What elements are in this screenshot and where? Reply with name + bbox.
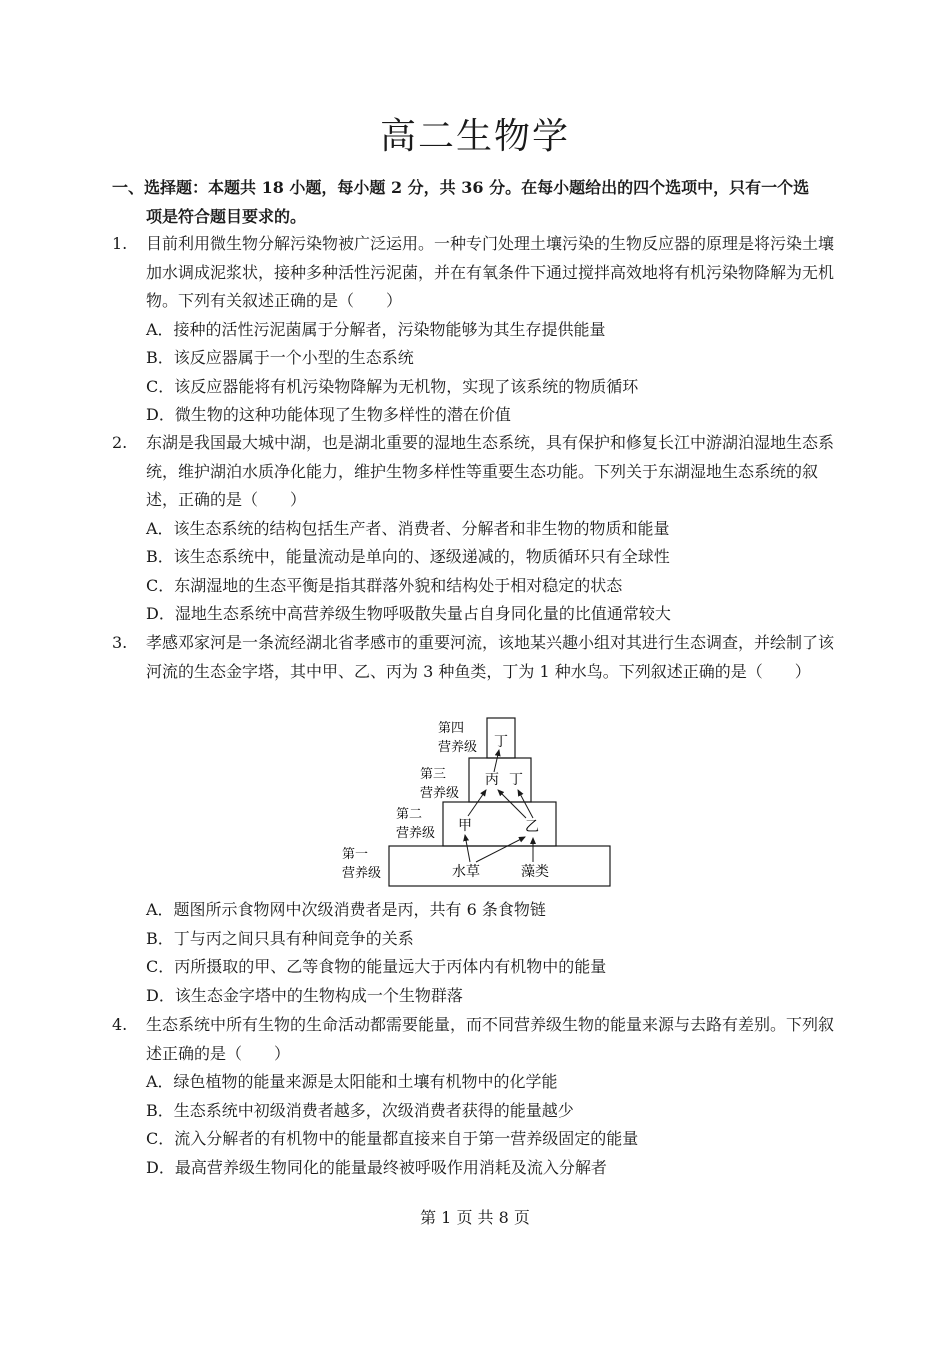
organism-yi: 乙 [525,819,539,835]
organism-jia: 甲 [458,818,472,834]
question-3-options [112,896,842,1010]
organism-zaolei: 藻类 [521,864,549,880]
option-d: D．该生态金字塔中的生物构成一个生物群落 [146,985,463,1005]
question-number: 1. [112,234,128,253]
option-d: D．湿地生态系统中高营养级生物呼吸散失量占自身同化量的比值通常较大 [146,604,671,623]
organism-ding: 丁 [509,772,523,788]
arrow-bing-ding-top [494,750,499,772]
option-c: C．该反应器能将有机污染物降解为无机物，实现了该系统的物质循环 [146,376,639,396]
level-2-label-1: 第二 [396,807,423,822]
organism-ding-top: 丁 [494,734,508,750]
level-3-label-2: 营养级 [420,786,460,801]
option-b: B．该反应器属于一个小型的生态系统 [146,348,414,367]
level-1-label-2: 营养级 [342,866,382,881]
level-2-label-2: 营养级 [396,826,436,841]
level-1-box [389,846,610,886]
question-number: 4. [112,1015,128,1034]
option-a: A．题图所示食物网中次级消费者是丙，共有 6 条食物链 [146,900,546,919]
option-c: C．东湖湿地的生态平衡是指其群落外貌和结构处于相对稳定的状态 [146,575,623,595]
level-3-label-1: 第三 [420,767,447,782]
arrow-yi-bing [498,790,526,818]
level-4-label-2: 营养级 [438,740,478,755]
level-4-label-1: 第四 [438,721,465,736]
section-line-1: 一、选择题：本题共 18 小题，每小题 2 分，共 36 分。在每小题给出的四个选项中，只有一个选 [112,178,810,197]
page-title: 高二生物学 [379,116,570,157]
option-a: A．绿色植物的能量来源是太阳能和土壤有机物中的化学能 [146,1072,558,1091]
option-c: C．丙所摄取的甲、乙等食物的能量远大于丙体内有机物中的能量 [146,957,607,976]
arrow-shuicao-jia [465,835,470,862]
question-stem: 东湖是我国最大城中湖，也是湖北重要的湿地生态系统，具有保护和修复长江中游湖泊湿地生态系统，维护湖泊水质净化能力，维护生物多样性等重要生态功能。下列关于东湖湿地生态系统的叙述，正确的是（ ） [146,433,835,509]
arrow-shuicao-yi [476,837,525,862]
option-d: D．微生物的这种功能体现了生物多样性的潜在价值 [146,405,511,424]
option-b: B．丁与丙之间只具有种间竞争的关系 [146,928,414,948]
organism-shuicao: 水草 [452,864,480,880]
option-b: B．该生态系统中，能量流动是单向的、逐级递减的，物质循环只有全球性 [146,547,670,566]
section-line-2: 项是符合题目要求的。 [146,206,307,226]
organism-bing: 丙 [485,772,499,788]
level-1-label-1: 第一 [342,847,369,862]
question-stem: 孝感邓家河是一条流经湖北省孝感市的重要河流，该地某兴趣小组对其进行生态调查，并绘制了该河流的生态金字塔，其中甲、乙、丙为 3 种鱼类，丁为 1 种水鸟。下列叙述正确的是（ ） [146,633,835,681]
question-stem: 生态系统中所有生物的生命活动都需要能量，而不同营养级生物的能量来源与去路有差别。下列叙述正确的是（ ） [146,1015,835,1063]
option-c: C．流入分解者的有机物中的能量都直接来自于第一营养级固定的能量 [146,1129,639,1148]
option-a: A．接种的活性污泥菌属于分解者，污染物能够为其生存提供能量 [146,319,606,339]
option-d: D．最高营养级生物同化的能量最终被呼吸作用消耗及流入分解者 [146,1157,607,1177]
ecological-pyramid-figure [330,712,620,894]
arrow-jia-bing [468,790,486,816]
question-stem: 目前利用微生物分解污染物被广泛运用。一种专门处理土壤污染的生物反应器的原理是将污染土壤加水调成泥浆状，接种多种活性污泥菌，并在有氧条件下通过搅拌高效地将有机污染物降解为无机物。下列有关叙述正确的是（ ） [146,234,835,310]
question-number: 3. [112,633,128,652]
question-1 [112,230,842,430]
page-number-footer: 第 1 页 共 8 页 [420,1208,530,1227]
question-number: 2. [112,433,128,452]
question-4 [112,1011,842,1182]
question-2 [112,429,842,629]
question-3 [112,629,842,686]
section-header [112,174,842,231]
option-a: A．该生态系统的结构包括生产者、消费者、分解者和非生物的物质和能量 [146,518,670,538]
option-b: B．生态系统中初级消费者越多，次级消费者获得的能量越少 [146,1100,574,1120]
